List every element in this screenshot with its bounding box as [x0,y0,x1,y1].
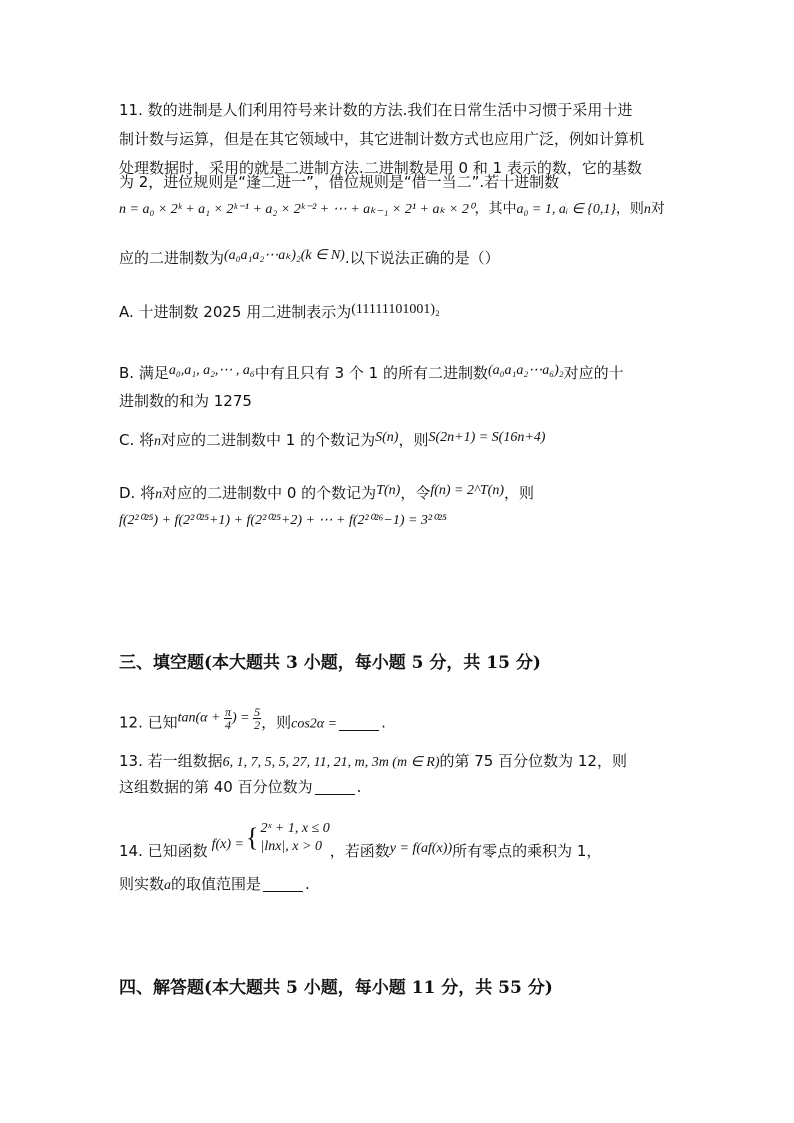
q11-formula-text1: ，其中 [474,201,517,217]
option-d-text4: ，则 [504,484,535,502]
q14-line-2 [119,873,310,897]
q11-formula-cond: a₀ = 1, aᵢ ∈ {0,1} [516,202,616,217]
q13-line2: 这组数据的第 40 百分位数为 [119,778,313,796]
option-d-formula-sum: f(2²⁰²⁵) + f(2²⁰²⁵+1) + f(2²⁰²⁵+2) + ⋯ + f(2²⁰²⁶−1) = 3²⁰²⁵ [119,513,447,528]
q11-formula-var: n [643,202,651,217]
q11-line-3: 处理数据时，采用的就是二进制方法.二进制数是用 0 和 1 表示的数，它的基数 [119,159,642,177]
q14-line2-var: a [164,878,172,893]
option-b-line-2: 进制数的和为 1275 [119,392,252,410]
option-d-text3: ，令 [400,484,431,502]
q14-line2-end: . [305,875,310,893]
option-c-text1: C. 将 [119,431,155,449]
q14-fx: f(x) = [211,837,244,852]
q12-answer-blank[interactable] [339,714,379,731]
q12-frac-52: $\frac{5}{2}$ [254,705,261,732]
q14-answer-blank[interactable] [263,875,303,892]
q12-frac-pi4: $\frac{\pi}{4}$ [224,705,231,732]
q11-formula-text3: 对 [650,201,665,217]
q12-formula2: cos2α = [291,716,338,732]
q14-text1: 14. 已知函数 [119,842,208,860]
q13-text2: 的第 75 百分位数为 12，则 [439,752,627,770]
option-b-formula1: a₀,a₁, a₂,⋯ , a₆ [168,363,255,378]
q11-line-4: 为 2，进位规则是“逢二进一”，借位规则是“借一当二”.若十进制数 [119,173,560,191]
q11-line6-text2: .以下说法正确的是（） [344,249,500,267]
option-d-var: n [155,487,163,502]
option-c-text3: ，则 [398,431,429,449]
q11-line6-formula: (a₀a₁a₂⋯aₖ)₂(k ∈ N) [224,248,345,263]
q11-formula-n: n = a₀ × 2ᵏ + a₁ × 2ᵏ⁻¹ + a₂ × 2ᵏ⁻² + ⋯ + aₖ₋₁ × 2¹ + aₖ × 2⁰ [119,202,475,217]
option-d-text1: D. 将 [119,484,156,502]
q11-line-4-wrap [119,171,559,193]
q14-line2-text2: 的取值范围是 [171,875,262,893]
q14-line-1 [119,820,601,860]
option-c-formula2: S(2n+1) = S(16n+4) [428,430,546,445]
option-d-formula2: f(n) = 2^T(n) [430,483,505,498]
q13-line-1 [119,750,627,774]
option-a-text: A. 十进制数 2025 用二进制表示为 [119,303,352,321]
q14-brace: { [246,823,259,852]
q11-line-1: 11. 数的进制是人们利用符号来计数的方法.我们在日常生活中习惯于采用十进 [119,101,633,119]
option-b-text3: 对应的十 [563,364,624,382]
q11-line-2: 制计数与运算，但是在其它领域中，其它进制计数方式也应用广泛，例如计算机 [119,130,645,148]
option-a [119,299,440,323]
q13-text3: . [356,778,362,796]
q11-formula-text2: ，则 [615,201,644,217]
q14-pieces [260,820,329,856]
q11-line-6 [119,245,500,269]
q14-text2: ，若函数 [329,842,390,860]
q14-line2-text1: 则实数 [119,875,165,893]
option-b-line-1 [119,360,624,384]
option-d-text2: 对应的二进制数中 0 的个数记为 [162,484,377,502]
option-c-var: n [154,434,162,449]
option-b-text1: B. 满足 [119,364,169,382]
q12-text1: 12. 已知 [119,713,178,732]
q14-piece-1: 2ˣ + 1, x ≤ 0 [260,821,330,836]
q12-text2: ，则 [261,713,292,732]
q14-formula2: y = f(af(x)) [389,841,453,856]
q14-piece-2: |lnx|, x > 0 [260,839,322,854]
q14-text3: 所有零点的乘积为 1， [452,842,602,860]
q12 [119,706,386,740]
option-c-text2: 对应的二进制数中 1 的个数记为 [161,431,376,449]
q13-line-2 [119,776,361,798]
option-c [119,427,545,453]
q12-formula-tan: tan(α + $\frac{\pi}{4}$ ) = $\frac{5}{2}$ [177,705,261,732]
q11-formula-line [119,198,665,221]
option-d-line-1 [119,480,534,506]
q13-answer-blank[interactable] [315,778,355,795]
q13-text1: 13. 若一组数据 [119,752,223,770]
section-4-heading: 四、解答题(本大题共 5 小题，每小题 11 分，共 55 分) [119,978,553,998]
q11-line6-text1: 应的二进制数为 [119,249,225,267]
option-a-formula: (11111101001)₂ [351,302,440,317]
option-d-formula1: T(n) [376,483,401,498]
option-d-line-2 [119,508,447,532]
section-3-heading: 三、填空题(本大题共 3 小题，每小题 5 分，共 15 分) [119,653,541,673]
option-c-formula1: S(n) [375,430,399,445]
option-b-text2: 中有且只有 3 个 1 的所有二进制数 [254,364,488,382]
q13-formula: 6, 1, 7, 5, 5, 27, 11, 21, m, 3m (m ∈ R) [222,755,440,770]
option-b-formula2: (a₀a₁a₂⋯a₆)₂ [487,363,564,378]
q12-text3: . [381,713,386,732]
